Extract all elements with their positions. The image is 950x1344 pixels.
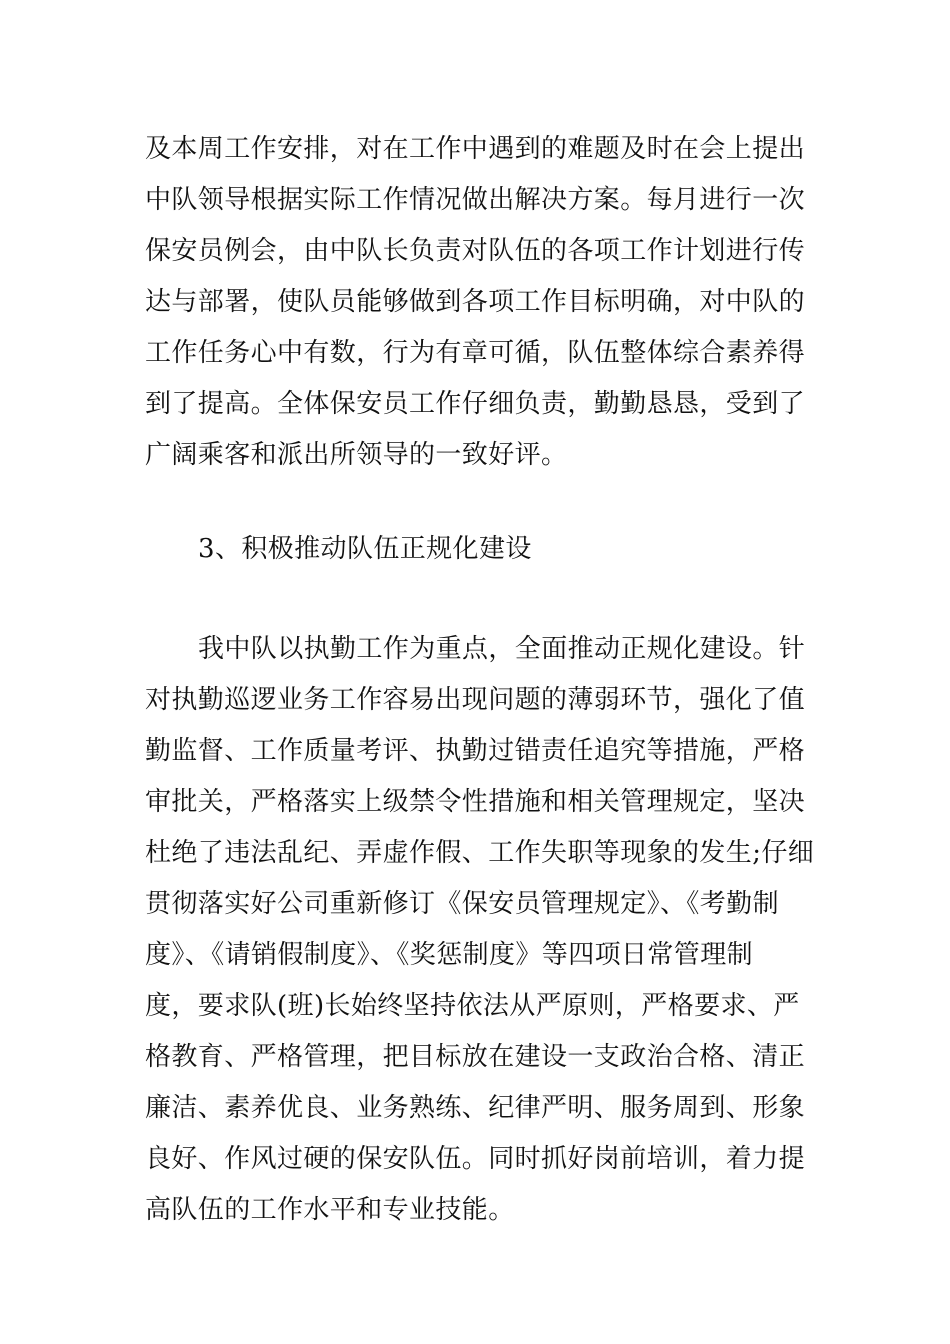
text-line: 杜绝了违法乱纪、弄虚作假、工作失职等现象的发生;仔细 [145, 838, 815, 868]
text-line: 良好、作风过硬的保安队伍。同时抓好岗前培训，着力提 [145, 1144, 806, 1174]
text-line: 工作任务心中有数，行为有章可循，队伍整体综合素养得 [145, 338, 806, 368]
text-line: 中队领导根据实际工作情况做出解决方案。每月进行一次 [145, 185, 806, 215]
text-line: 勤监督、工作质量考评、执勤过错责任追究等措施，严格 [145, 736, 806, 766]
section-heading: 3、积极推动队伍正规化建设 [198, 534, 532, 564]
text-line: 及本周工作安排，对在工作中遇到的难题及时在会上提出 [145, 134, 806, 164]
text-line: 达与部署，使队员能够做到各项工作目标明确，对中队的 [145, 287, 806, 317]
text-line: 廉洁、素养优良、业务熟练、纪律严明、服务周到、形象 [145, 1093, 806, 1123]
paragraph-continuation [145, 124, 810, 481]
text-line: 度》、《请销假制度》、《奖惩制度》等四项日常管理制 [145, 940, 754, 970]
text-line: 度，要求队(班)长始终坚持依法从严原则，严格要求、严 [145, 991, 800, 1021]
text-line: 贯彻落实好公司重新修订《保安员管理规定》、《考勤制 [145, 889, 780, 919]
text-line: 保安员例会，由中队长负责对队伍的各项工作计划进行传 [145, 236, 806, 266]
text-line: 广阔乘客和派出所领导的一致好评。 [145, 440, 568, 470]
text-line: 对执勤巡逻业务工作容易出现问题的薄弱环节，强化了值 [145, 685, 806, 715]
text-line: 高队伍的工作水平和专业技能。 [145, 1195, 515, 1225]
document-body [145, 124, 815, 1225]
text-line: 到了提高。全体保安员工作仔细负责，勤勤恳恳，受到了 [145, 389, 806, 419]
paragraph-standardization [145, 624, 815, 1236]
text-line: 审批关，严格落实上级禁令性措施和相关管理规定，坚决 [145, 787, 806, 817]
text-line: 格教育、严格管理，把目标放在建设一支政治合格、清正 [145, 1042, 806, 1072]
text-line: 我中队以执勤工作为重点，全面推动正规化建设。针 [198, 634, 806, 664]
